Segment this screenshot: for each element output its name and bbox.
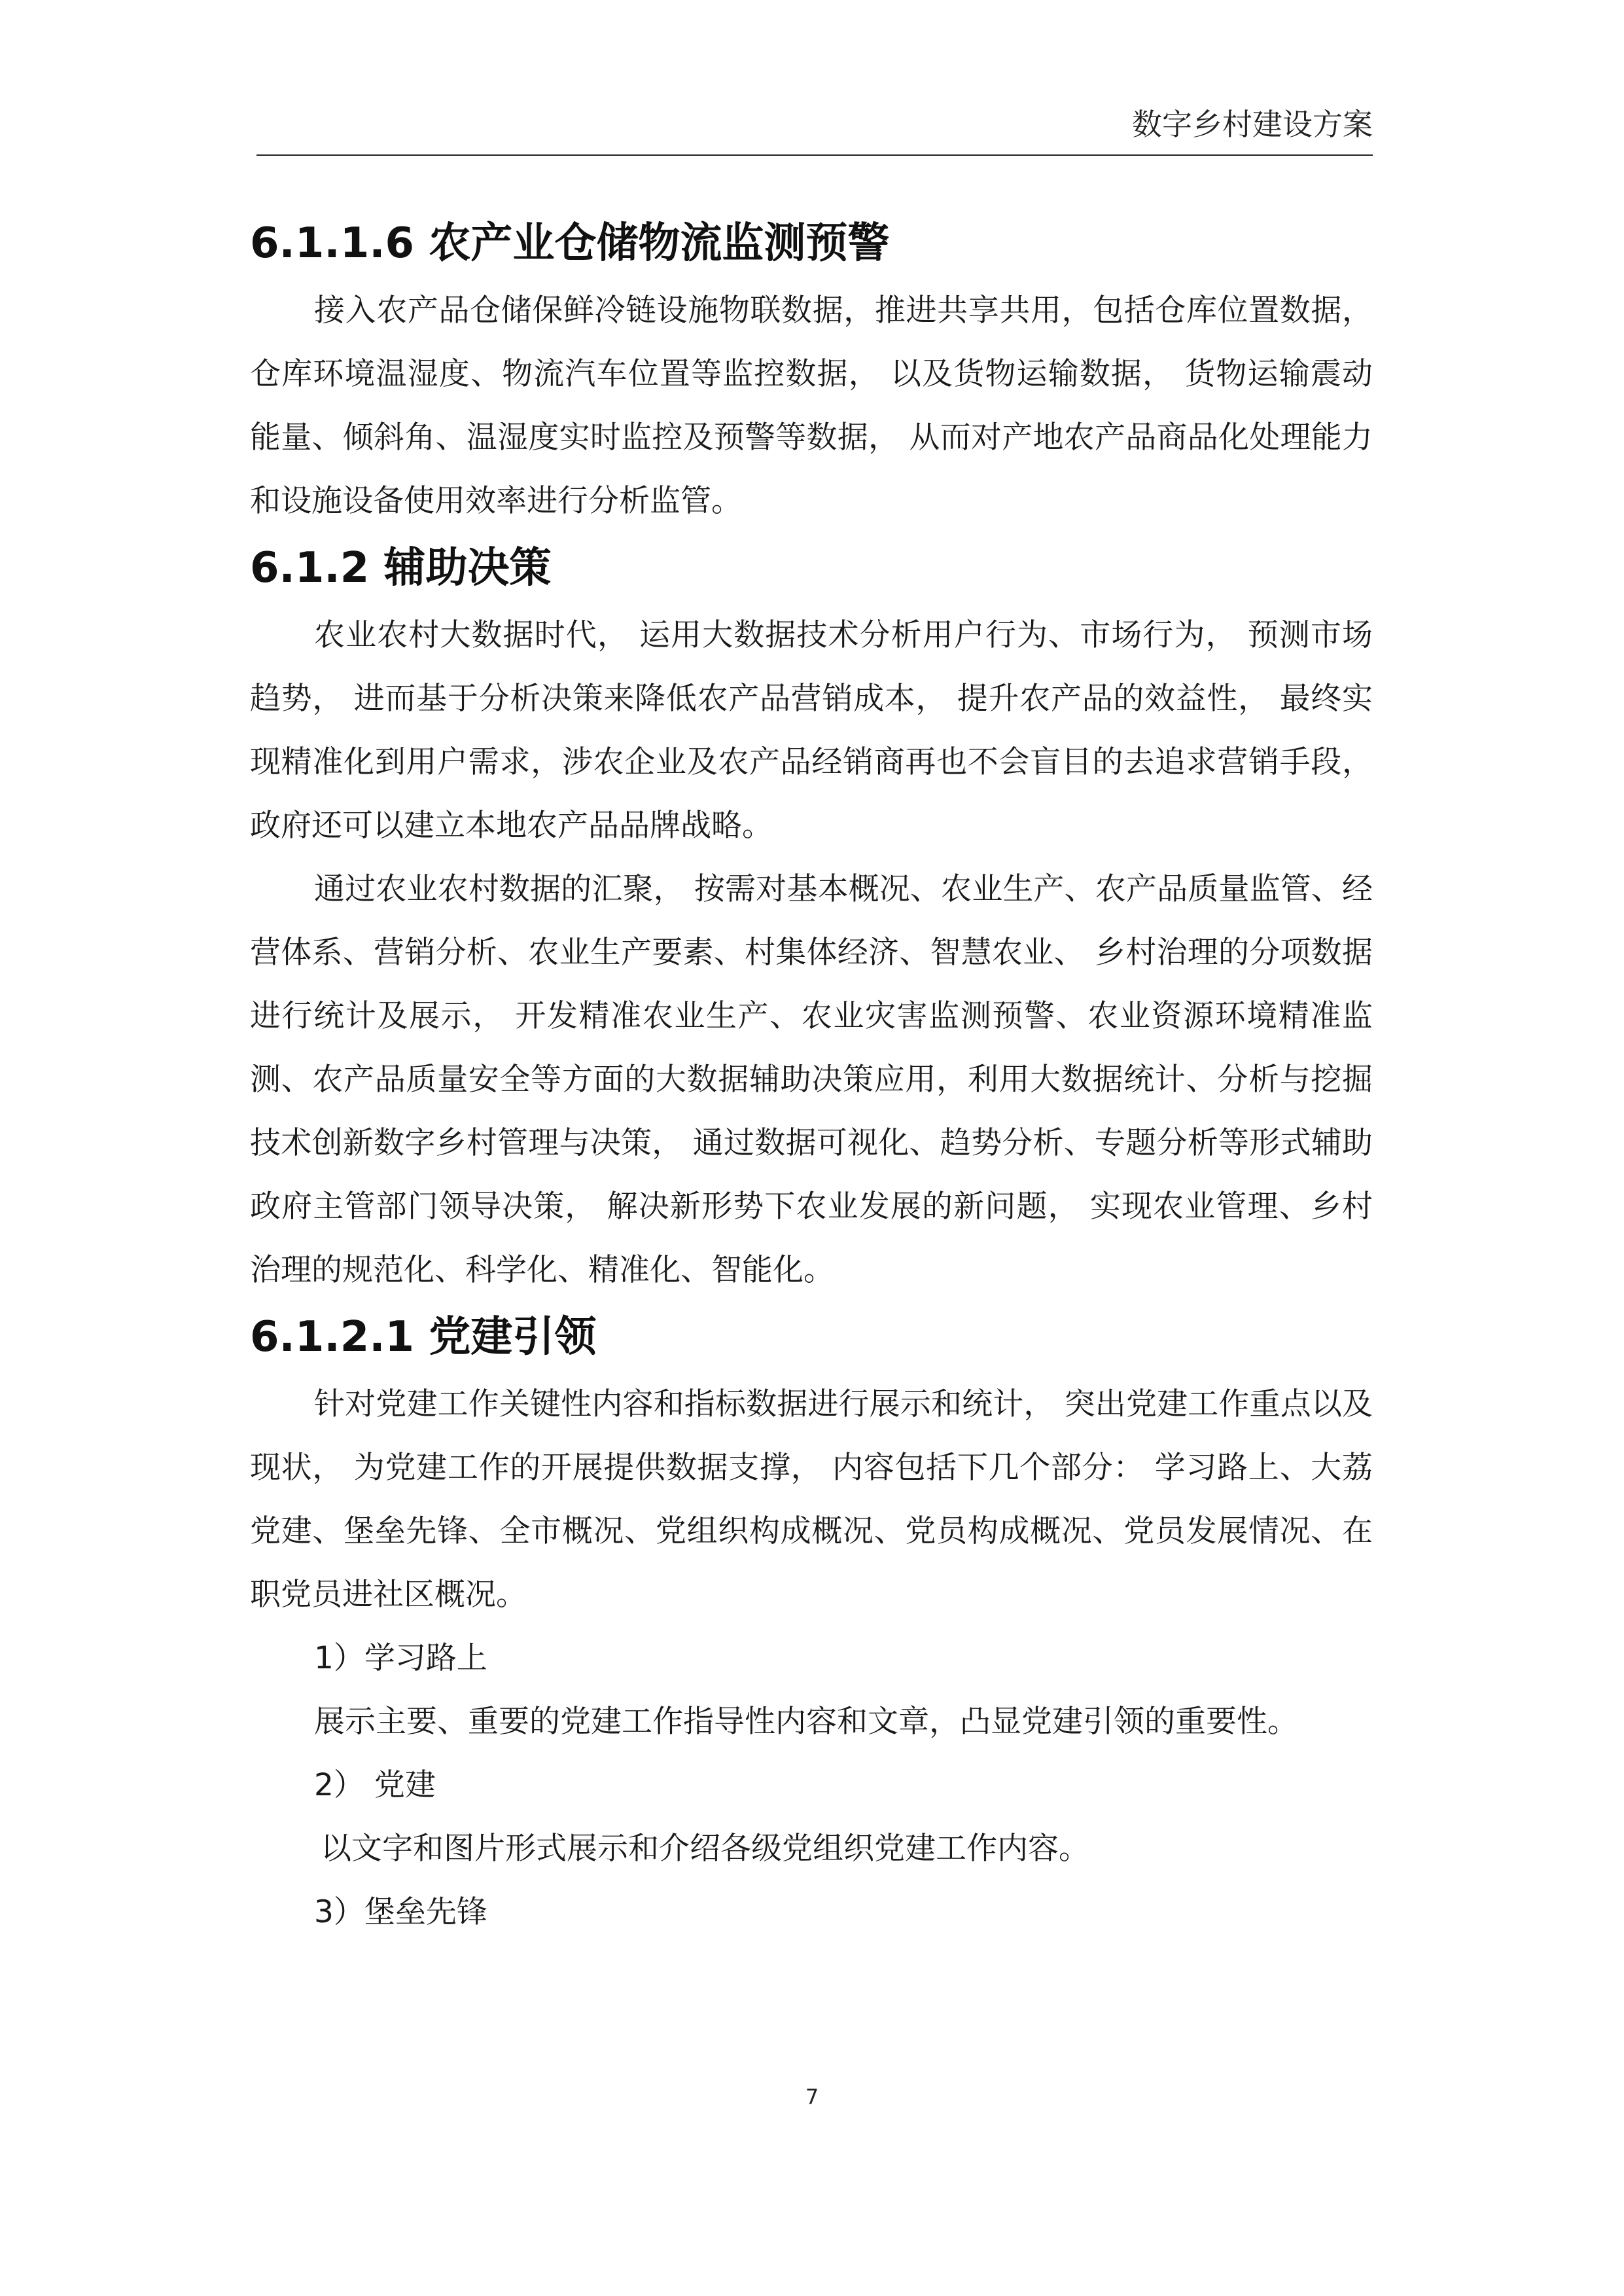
section-heading-6-1-2-1: 6.1.2.1 党建引领 [250, 1313, 597, 1361]
list-item-party-building-desc: 以文字和图片形式展示和介绍各级党组织党建工作内容。 [321, 1831, 1089, 1867]
page-number: 7 [805, 2085, 819, 2109]
list-item-fortress-vanguard: 3）堡垒先锋 [314, 1894, 487, 1930]
paragraph-data-aggregation: 通过农业农村数据的汇聚， 按需对基本概况、农业生产、农产品质量监管、经营体系、营销分析、农业生产要素、村集体经济、智慧农业、 乡村治理的分项数据进行统计及展示， 开发精准农业生产、农业灾害监测预警、农业资源环境精准监测、农产品质量安全等方面的大数据辅助决策应用，利用大数据统计、分析与挖掘技术创新数字乡村管理与决策， 通过数据可视化、趋势分析、专题分析等形式辅助政府主管部门领导决策， 解决新形势下农业发展的新问题， 实现农业管理、乡村治理的规范化、科学化、精准化、智能化。 [250, 871, 1373, 1288]
list-item-learning-road: 1）学习路上 [314, 1640, 487, 1676]
list-item-party-building: 2） 党建 [314, 1767, 436, 1803]
section-heading-6-1-1-6: 6.1.1.6 农产业仓储物流监测预警 [250, 219, 890, 268]
header-rule [256, 154, 1373, 156]
running-header-title: 数字乡村建设方案 [1132, 107, 1373, 142]
paragraph-big-data-era: 农业农村大数据时代， 运用大数据技术分析用户行为、市场行为， 预测市场趋势， 进而基于分析决策来降低农产品营销成本， 提升农产品的效益性， 最终实现精准化到用户需求，涉农企业及农产品经销商再也不会盲目的去追求营销手段，政府还可以建立本地农产品品牌战略。 [250, 617, 1373, 844]
paragraph-warehousing-logistics: 接入农产品仓储保鲜冷链设施物联数据，推进共享共用，包括仓库位置数据，仓库环境温湿度、物流汽车位置等监控数据， 以及货物运输数据， 货物运输震动能量、倾斜角、温湿度实时监控及预警等数据， 从而对产地农产品商品化处理能力和设施设备使用效率进行分析监管。 [250, 293, 1373, 519]
list-item-learning-road-desc: 展示主要、重要的党建工作指导性内容和文章，凸显党建引领的重要性。 [314, 1704, 1298, 1740]
paragraph-party-building: 针对党建工作关键性内容和指标数据进行展示和统计， 突出党建工作重点以及现状， 为党建工作的开展提供数据支撑， 内容包括下几个部分： 学习路上、大荔党建、堡垒先锋、全市概况、党组织构成概况、党员构成概况、党员发展情况、在职党员进社区概况。 [250, 1386, 1373, 1613]
section-heading-6-1-2: 6.1.2 辅助决策 [250, 544, 552, 592]
page-content [250, 208, 1373, 1944]
